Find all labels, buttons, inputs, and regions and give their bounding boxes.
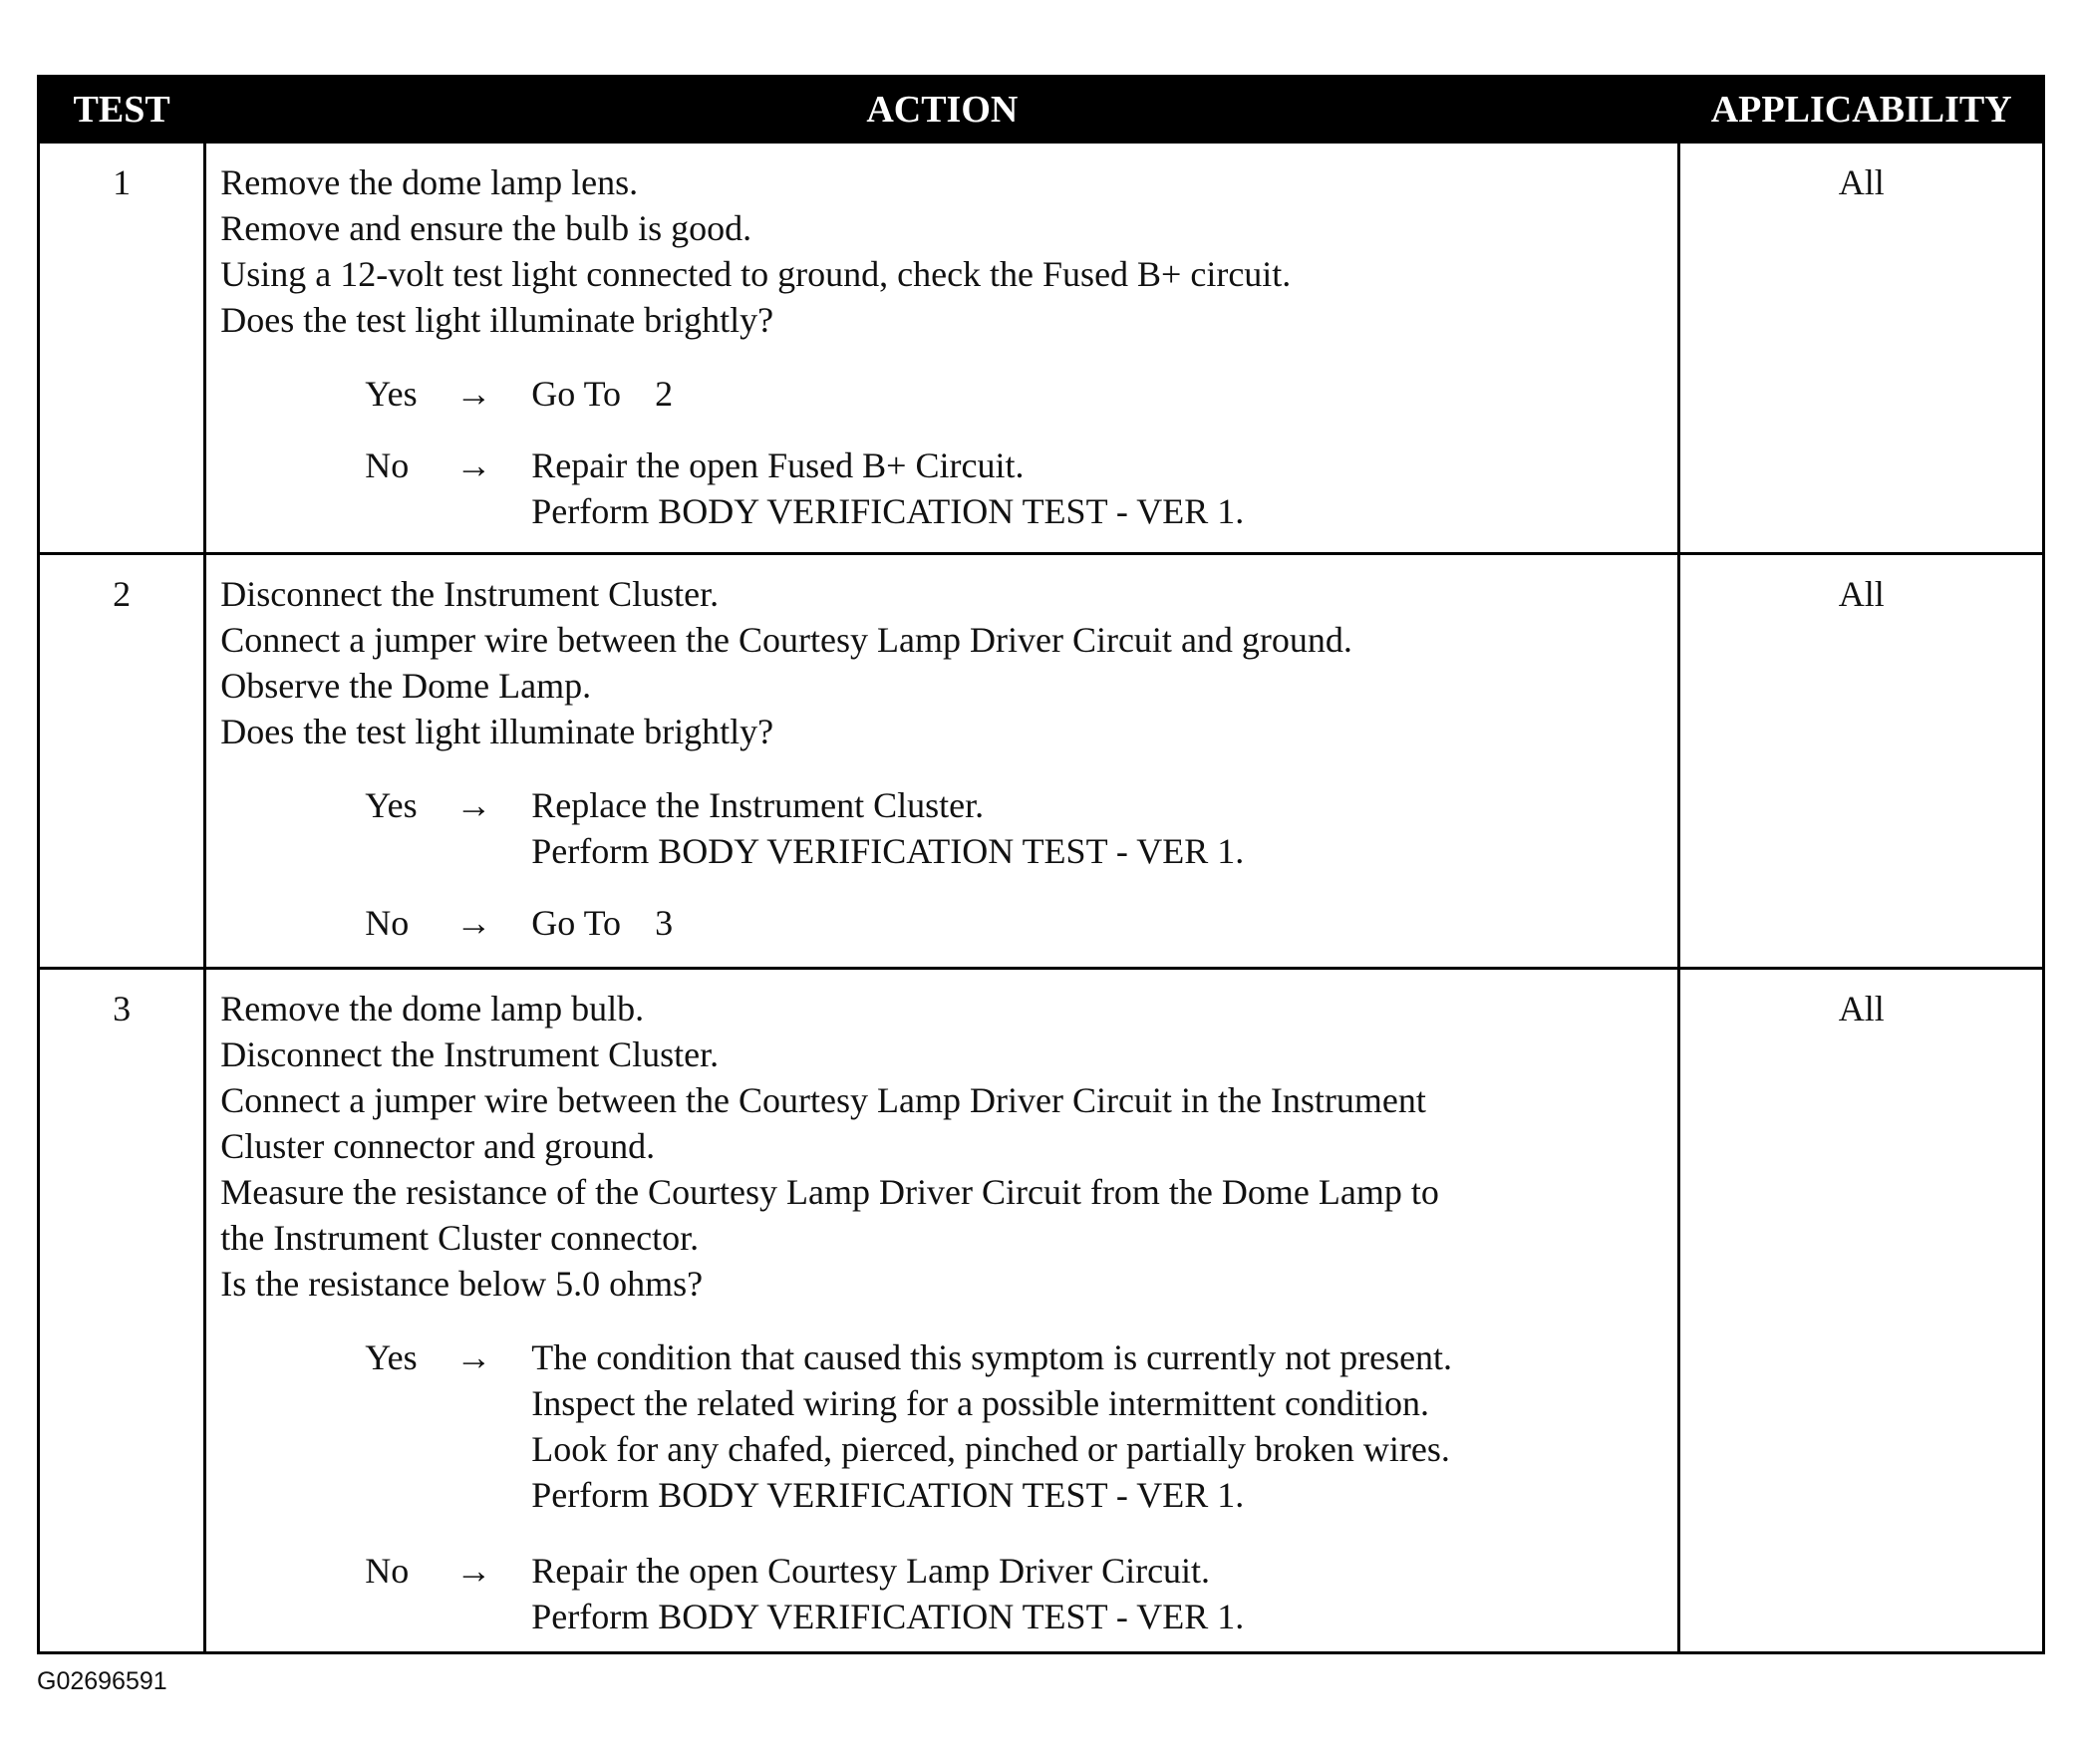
yes-result [531, 371, 1669, 417]
test-number: 1 [39, 143, 205, 554]
goto-label: Go To [531, 374, 622, 414]
action-step: Disconnect the Instrument Cluster. [220, 1034, 720, 1074]
result-line: Replace the Instrument Cluster. [531, 785, 985, 825]
action-cell [205, 969, 1679, 1653]
applicability-value: All [1679, 554, 2044, 969]
no-label: No [365, 1551, 410, 1591]
arrow-right-icon: → [455, 1551, 492, 1591]
test-number: 2 [39, 554, 205, 969]
no-label: No [365, 903, 410, 943]
result-line: Perform BODY VERIFICATION TEST - VER 1. [531, 1597, 1245, 1636]
no-outcome [365, 900, 1669, 946]
action-step: Observe the Dome Lamp. [220, 666, 592, 706]
result-line: The condition that caused this symptom is currently not present. [531, 1337, 1453, 1377]
action-step: Connect a jumper wire between the Courtesy Lamp Driver Circuit and ground. [220, 620, 1352, 660]
yes-label: Yes [365, 785, 418, 825]
no-result [531, 900, 1669, 946]
header-test: TEST [39, 77, 205, 143]
action-step: Connect a jumper wire between the Courtesy Lamp Driver Circuit in the Instrument [220, 1080, 1426, 1120]
action-step: Cluster connector and ground. [220, 1126, 656, 1166]
goto-test-link[interactable]: 2 [655, 374, 674, 414]
no-result [531, 1548, 1669, 1639]
action-step: Does the test light illuminate brightly? [220, 300, 774, 340]
applicability-value: All [1679, 969, 2044, 1653]
action-step: Remove and ensure the bulb is good. [220, 208, 752, 248]
yes-outcome [365, 782, 1669, 874]
arrow-right-icon: → [455, 1337, 492, 1377]
goto-label: Go To [531, 903, 622, 943]
action-step: Measure the resistance of the Courtesy Lamp Driver Circuit from the Dome Lamp to [220, 1172, 1439, 1212]
yes-result [531, 782, 1669, 874]
result-line: Perform BODY VERIFICATION TEST - VER 1. [531, 1475, 1245, 1515]
result-line: Look for any chafed, pierced, pinched or partially broken wires. [531, 1429, 1450, 1469]
action-step: the Instrument Cluster connector. [220, 1218, 700, 1258]
goto-test-link[interactable]: 3 [655, 903, 674, 943]
header-action: ACTION [205, 77, 1679, 143]
yes-outcome [365, 1334, 1669, 1518]
diagnostic-test-table [37, 75, 2045, 1654]
arrow-right-icon: → [455, 785, 492, 825]
yes-label: Yes [365, 374, 418, 414]
action-step: Remove the dome lamp lens. [220, 162, 639, 202]
result-line: Repair the open Courtesy Lamp Driver Circuit. [531, 1551, 1211, 1591]
result-line: Perform BODY VERIFICATION TEST - VER 1. [531, 831, 1245, 871]
no-outcome [365, 1548, 1669, 1639]
header-applicability: APPLICABILITY [1679, 77, 2044, 143]
action-cell [205, 554, 1679, 969]
yes-outcome [365, 371, 1669, 417]
action-step: Using a 12-volt test light connected to ground, check the Fused B+ circuit. [220, 254, 1292, 294]
table-row-test-2 [39, 554, 2044, 969]
arrow-right-icon: → [455, 903, 492, 943]
no-result [531, 442, 1669, 534]
no-label: No [365, 445, 410, 485]
arrow-right-icon: → [455, 374, 492, 414]
result-line: Repair the open Fused B+ Circuit. [531, 445, 1025, 485]
result-line: Perform BODY VERIFICATION TEST - VER 1. [531, 491, 1245, 531]
action-step: Remove the dome lamp bulb. [220, 989, 645, 1029]
test-number: 3 [39, 969, 205, 1653]
action-step: Does the test light illuminate brightly? [220, 712, 774, 751]
yes-label: Yes [365, 1337, 418, 1377]
yes-result [531, 1334, 1669, 1518]
action-step: Is the resistance below 5.0 ohms? [220, 1264, 704, 1304]
result-line: Inspect the related wiring for a possible intermittent condition. [531, 1383, 1429, 1423]
table-row-test-1 [39, 143, 2044, 554]
arrow-right-icon: → [455, 445, 492, 485]
figure-id: G02696591 [37, 1667, 167, 1695]
table-header-row [39, 77, 2044, 143]
action-cell [205, 143, 1679, 554]
applicability-value: All [1679, 143, 2044, 554]
no-outcome [365, 442, 1669, 534]
action-step: Disconnect the Instrument Cluster. [220, 574, 720, 614]
table-row-test-3 [39, 969, 2044, 1653]
